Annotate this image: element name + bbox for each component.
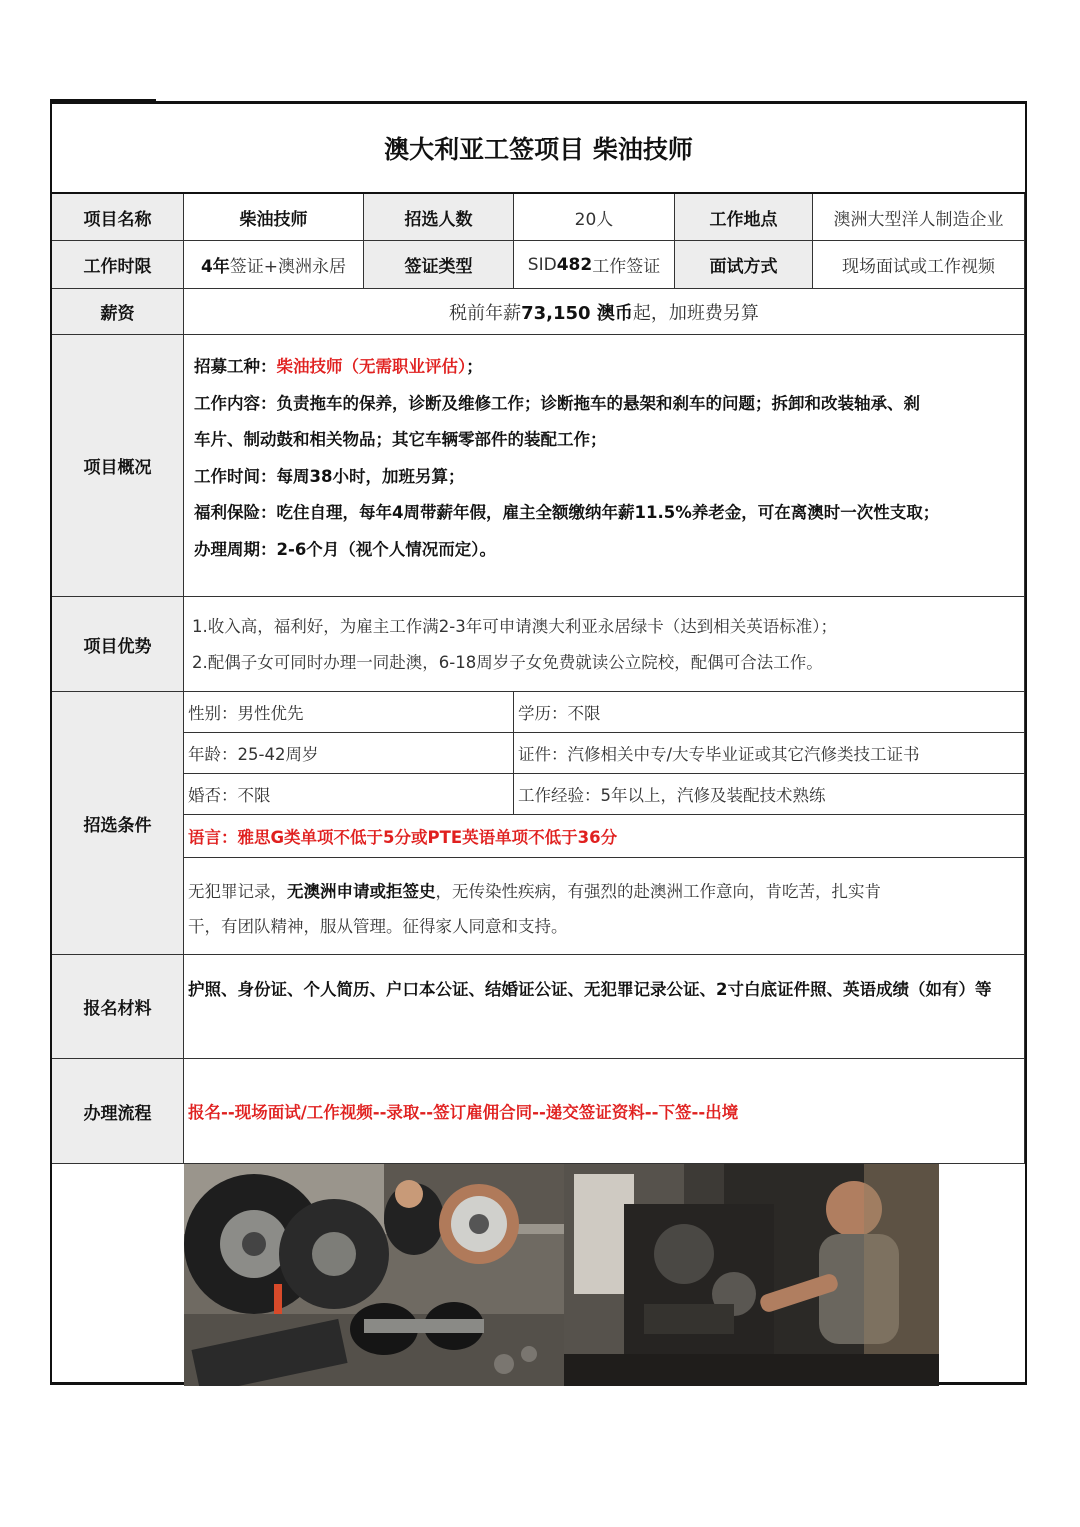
salary-amount: 73,150 澳币 <box>521 302 633 324</box>
photo-engine-mechanic <box>564 1164 939 1386</box>
visa-suffix: 工作签证 <box>592 257 661 277</box>
condition-certificate: 证件：汽修相关中专/大专毕业证或其它汽修类技工证书 <box>514 733 1025 774</box>
work-term-detail: 签证+澳洲永居 <box>229 257 347 277</box>
trade-end: ； <box>466 357 483 376</box>
work-term-value <box>184 241 364 289</box>
salary-label: 薪资 <box>52 289 184 335</box>
materials-label: 报名材料 <box>52 955 184 1059</box>
overview-line-period: 办理周期：2-6个月（视个人情况而定）。 <box>194 539 497 559</box>
project-name-value: 柴油技师 <box>184 194 364 241</box>
condition-marriage: 婚否：不限 <box>184 774 514 815</box>
visa-type-value <box>514 241 675 289</box>
visa-type-label: 签证类型 <box>364 241 514 289</box>
work-term-years: 4年 <box>200 257 230 277</box>
condition-gender: 性别：男性优先 <box>184 692 514 733</box>
visa-number: 482 <box>556 254 593 275</box>
recruit-count-label: 招选人数 <box>364 194 514 241</box>
work-location-value: 澳洲大型洋人制造企业 <box>813 194 1025 241</box>
salary-suffix: 起，加班费另算 <box>632 302 759 324</box>
page-title: 澳大利亚工签项目 柴油技师 <box>52 104 1025 194</box>
process-label: 办理流程 <box>52 1059 184 1164</box>
condition-language: 语言：雅思G类单项不低于5分或PTE英语单项不低于36分 <box>184 815 1025 858</box>
overview-label: 项目概况 <box>52 335 184 597</box>
materials-content: 护照、身份证、个人简历、户口本公证、结婚证公证、无犯罪记录公证、2寸白底证件照、英语成绩（如有）等 <box>184 955 1025 1059</box>
condition-misc-line-2: 干，有团队精神，服从管理。征得家人同意和支持。 <box>188 917 568 936</box>
advantages-label: 项目优势 <box>52 597 184 692</box>
work-location-label: 工作地点 <box>675 194 813 241</box>
advantage-item-2: 2.配偶子女可同时办理一同赴澳，6-18周岁子女免费就读公立院校，配偶可合法工作。 <box>192 653 823 672</box>
overview-line-duties: 工作内容：负责拖车的保养，诊断及维修工作；诊断拖车的悬架和刹车的问题；拆卸和改装轴承、刹 <box>194 393 920 413</box>
condition-misc-line-1 <box>188 874 1020 909</box>
overview-line-hours: 工作时间：每周38小时，加班另算； <box>194 466 465 486</box>
misc-part-a: 无犯罪记录， <box>188 882 287 901</box>
visa-prefix: SID <box>527 254 557 275</box>
overview-line-duties-cont: 车片、制动鼓和相关物品；其它车辆零部件的装配工作； <box>194 430 607 449</box>
photo-truck-tire-repair <box>184 1164 564 1386</box>
interview-method-value: 现场面试或工作视频 <box>813 241 1025 289</box>
condition-age: 年龄：25-42周岁 <box>184 733 514 774</box>
process-content: 报名--现场面试/工作视频--录取--签订雇佣合同--递交签证资料--下签--出境 <box>184 1059 1025 1164</box>
interview-method-label: 面试方式 <box>675 241 813 289</box>
condition-misc <box>184 858 1025 955</box>
overview-line-benefits: 福利保险：吃住自理，每年4周带薪年假，雇主全额缴纳年薪11.5%养老金，可在离澳时一次性支取； <box>194 503 940 522</box>
overview-content <box>184 335 1025 597</box>
misc-part-b: 无澳洲申请或拒签史 <box>287 882 436 901</box>
job-sheet <box>50 101 1027 1385</box>
advantage-item-1: 1.收入高，福利好，为雇主工作满2-3年可申请澳大利亚永居绿卡（达到相关英语标准）； <box>192 617 837 636</box>
overview-line-trade <box>194 349 1014 386</box>
advantages-content <box>184 597 1025 692</box>
photo-strip <box>184 1164 939 1386</box>
trade-key: 招募工种： <box>194 357 277 376</box>
condition-experience: 工作经验：5年以上，汽修及装配技术熟练 <box>514 774 1025 815</box>
conditions-label: 招选条件 <box>52 692 184 955</box>
salary-prefix: 税前年薪 <box>449 302 522 324</box>
condition-education: 学历：不限 <box>514 692 1025 733</box>
project-name-label: 项目名称 <box>52 194 184 241</box>
recruit-count-value: 20人 <box>514 194 675 241</box>
salary-value <box>184 289 1025 335</box>
work-term-label: 工作时限 <box>52 241 184 289</box>
misc-part-c: ，无传染性疾病，有强烈的赴澳洲工作意向，肯吃苦，扎实肯 <box>435 882 881 901</box>
trade-value: 柴油技师（无需职业评估） <box>276 357 467 376</box>
